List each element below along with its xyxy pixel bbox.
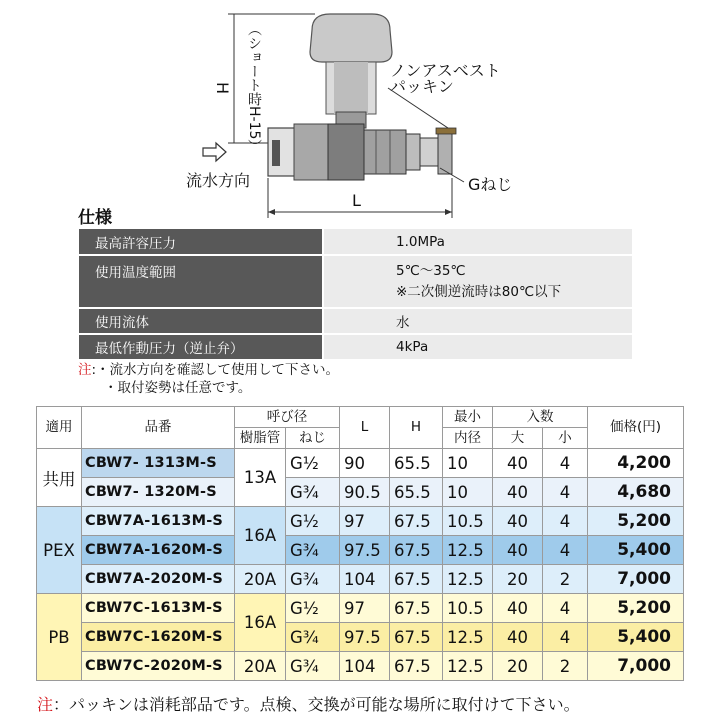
price: 7,000 xyxy=(588,652,684,681)
thread: G½ xyxy=(286,507,340,536)
length: 90 xyxy=(340,449,390,478)
thread: G¾ xyxy=(286,478,340,507)
length: 97.5 xyxy=(340,536,390,565)
qty-large: 40 xyxy=(493,623,543,652)
spec-key: 使用温度範囲 xyxy=(79,255,323,308)
group-pex: PEX xyxy=(37,507,82,594)
thread: G¾ xyxy=(286,652,340,681)
height: 67.5 xyxy=(390,652,443,681)
length: 104 xyxy=(340,652,390,681)
height: 65.5 xyxy=(390,449,443,478)
spec-value: 1.0MPa xyxy=(323,229,632,255)
part-code: CBW7A-1620M-S xyxy=(82,536,235,565)
qty-small: 2 xyxy=(543,652,588,681)
price: 5,400 xyxy=(588,623,684,652)
thread: G¾ xyxy=(286,536,340,565)
qty-large: 40 xyxy=(493,507,543,536)
height: 67.5 xyxy=(390,536,443,565)
note-line-2: ・取付姿勢は任意です。 xyxy=(104,380,252,396)
qty-large: 40 xyxy=(493,449,543,478)
price: 4,680 xyxy=(588,478,684,507)
spec-value: 4kPa xyxy=(323,334,632,360)
min-bore: 12.5 xyxy=(443,565,493,594)
header-l: L xyxy=(340,407,390,449)
thread: G¾ xyxy=(286,565,340,594)
part-code: CBW7A-2020M-S xyxy=(82,565,235,594)
spec-key: 最低作動圧力（逆止弁） xyxy=(79,334,323,360)
price: 4,200 xyxy=(588,449,684,478)
spec-table xyxy=(79,229,632,361)
header-quantity: 入数 xyxy=(493,407,588,428)
length: 90.5 xyxy=(340,478,390,507)
resin-pipe: 16A xyxy=(235,594,286,652)
qty-large: 40 xyxy=(493,536,543,565)
spec-value: 水 xyxy=(323,308,632,334)
qty-small: 4 xyxy=(543,594,588,623)
height: 67.5 xyxy=(390,565,443,594)
min-bore: 12.5 xyxy=(443,652,493,681)
price: 7,000 xyxy=(588,565,684,594)
price: 5,400 xyxy=(588,536,684,565)
qty-large: 40 xyxy=(493,594,543,623)
header-min-bore-2: 内径 xyxy=(443,428,493,449)
note2-prefix: 注 xyxy=(37,695,54,714)
thread: G¾ xyxy=(286,623,340,652)
header-h: H xyxy=(390,407,443,449)
min-bore: 10 xyxy=(443,449,493,478)
valve-diagram xyxy=(0,0,720,225)
min-bore: 12.5 xyxy=(443,623,493,652)
dimension-h-label: H xyxy=(213,82,232,95)
header-resin-pipe: 樹脂管 xyxy=(235,428,286,449)
header-large: 大 xyxy=(493,428,543,449)
spec-value xyxy=(323,255,632,308)
table-row xyxy=(37,507,684,536)
min-bore: 10 xyxy=(443,478,493,507)
table-row xyxy=(37,478,684,507)
header-small: 小 xyxy=(543,428,588,449)
resin-pipe: 13A xyxy=(235,449,286,507)
qty-small: 4 xyxy=(543,623,588,652)
min-bore: 10.5 xyxy=(443,594,493,623)
resin-pipe: 20A xyxy=(235,565,286,594)
length: 97 xyxy=(340,507,390,536)
spec-row xyxy=(79,308,632,334)
part-code: CBW7- 1313M-S xyxy=(82,449,235,478)
height: 67.5 xyxy=(390,507,443,536)
spec-key: 最高許容圧力 xyxy=(79,229,323,255)
qty-large: 40 xyxy=(493,478,543,507)
table-row xyxy=(37,449,684,478)
thread-label: Gねじ xyxy=(468,175,513,194)
note-line-1: :・流水方向を確認して使用して下さい。 xyxy=(91,362,340,378)
header-min-bore-1: 最小 xyxy=(443,407,493,428)
spec-value-line2: ※二次側逆流時は80℃以下 xyxy=(396,283,562,300)
part-code: CBW7A-1613M-S xyxy=(82,507,235,536)
spec-title: 仕様 xyxy=(78,208,112,228)
min-bore: 10.5 xyxy=(443,507,493,536)
part-code: CBW7- 1320M-S xyxy=(82,478,235,507)
height: 67.5 xyxy=(390,594,443,623)
part-code: CBW7C-1620M-S xyxy=(82,623,235,652)
qty-small: 4 xyxy=(543,449,588,478)
dimension-l-label: L xyxy=(352,191,361,210)
price: 5,200 xyxy=(588,507,684,536)
spec-row xyxy=(79,255,632,308)
part-code: CBW7C-2020M-S xyxy=(82,652,235,681)
height: 65.5 xyxy=(390,478,443,507)
spec-row xyxy=(79,229,632,255)
thread: G½ xyxy=(286,594,340,623)
length: 97 xyxy=(340,594,390,623)
height: 67.5 xyxy=(390,623,443,652)
note-prefix: 注 xyxy=(78,362,92,378)
header-thread: ねじ xyxy=(286,428,340,449)
spec-row xyxy=(79,334,632,360)
packing-note xyxy=(37,695,580,715)
qty-small: 4 xyxy=(543,478,588,507)
group-common: 共用 xyxy=(37,449,82,507)
length: 97.5 xyxy=(340,623,390,652)
min-bore: 12.5 xyxy=(443,536,493,565)
header-application: 適用 xyxy=(37,407,82,449)
table-row xyxy=(37,652,684,681)
dimension-h-short-label: （ショート時H-15） xyxy=(246,22,262,154)
flow-direction-label: 流水方向 xyxy=(186,171,251,190)
qty-small: 2 xyxy=(543,565,588,594)
resin-pipe: 20A xyxy=(235,652,286,681)
qty-large: 20 xyxy=(493,652,543,681)
spec-key: 使用流体 xyxy=(79,308,323,334)
product-table xyxy=(36,406,684,681)
table-row xyxy=(37,536,684,565)
group-pb: PB xyxy=(37,594,82,681)
packing-label-2: パッキン xyxy=(390,77,454,96)
thread: G½ xyxy=(286,449,340,478)
table-row xyxy=(37,594,684,623)
qty-large: 20 xyxy=(493,565,543,594)
spec-value-line1: 5℃～35℃ xyxy=(396,262,466,279)
length: 104 xyxy=(340,565,390,594)
resin-pipe: 16A xyxy=(235,507,286,565)
table-row xyxy=(37,565,684,594)
header-part-no: 品番 xyxy=(82,407,235,449)
header-nominal: 呼び径 xyxy=(235,407,340,428)
header-price: 価格(円) xyxy=(588,407,684,449)
packing-label-1: ノンアスベスト xyxy=(390,61,501,80)
usage-note xyxy=(78,361,339,397)
table-row xyxy=(37,623,684,652)
part-code: CBW7C-1613M-S xyxy=(82,594,235,623)
price: 5,200 xyxy=(588,594,684,623)
note2-text: ：パッキンは消耗部品です。点検、交換が可能な場所に取付けて下さい。 xyxy=(53,695,580,714)
qty-small: 4 xyxy=(543,507,588,536)
qty-small: 4 xyxy=(543,536,588,565)
